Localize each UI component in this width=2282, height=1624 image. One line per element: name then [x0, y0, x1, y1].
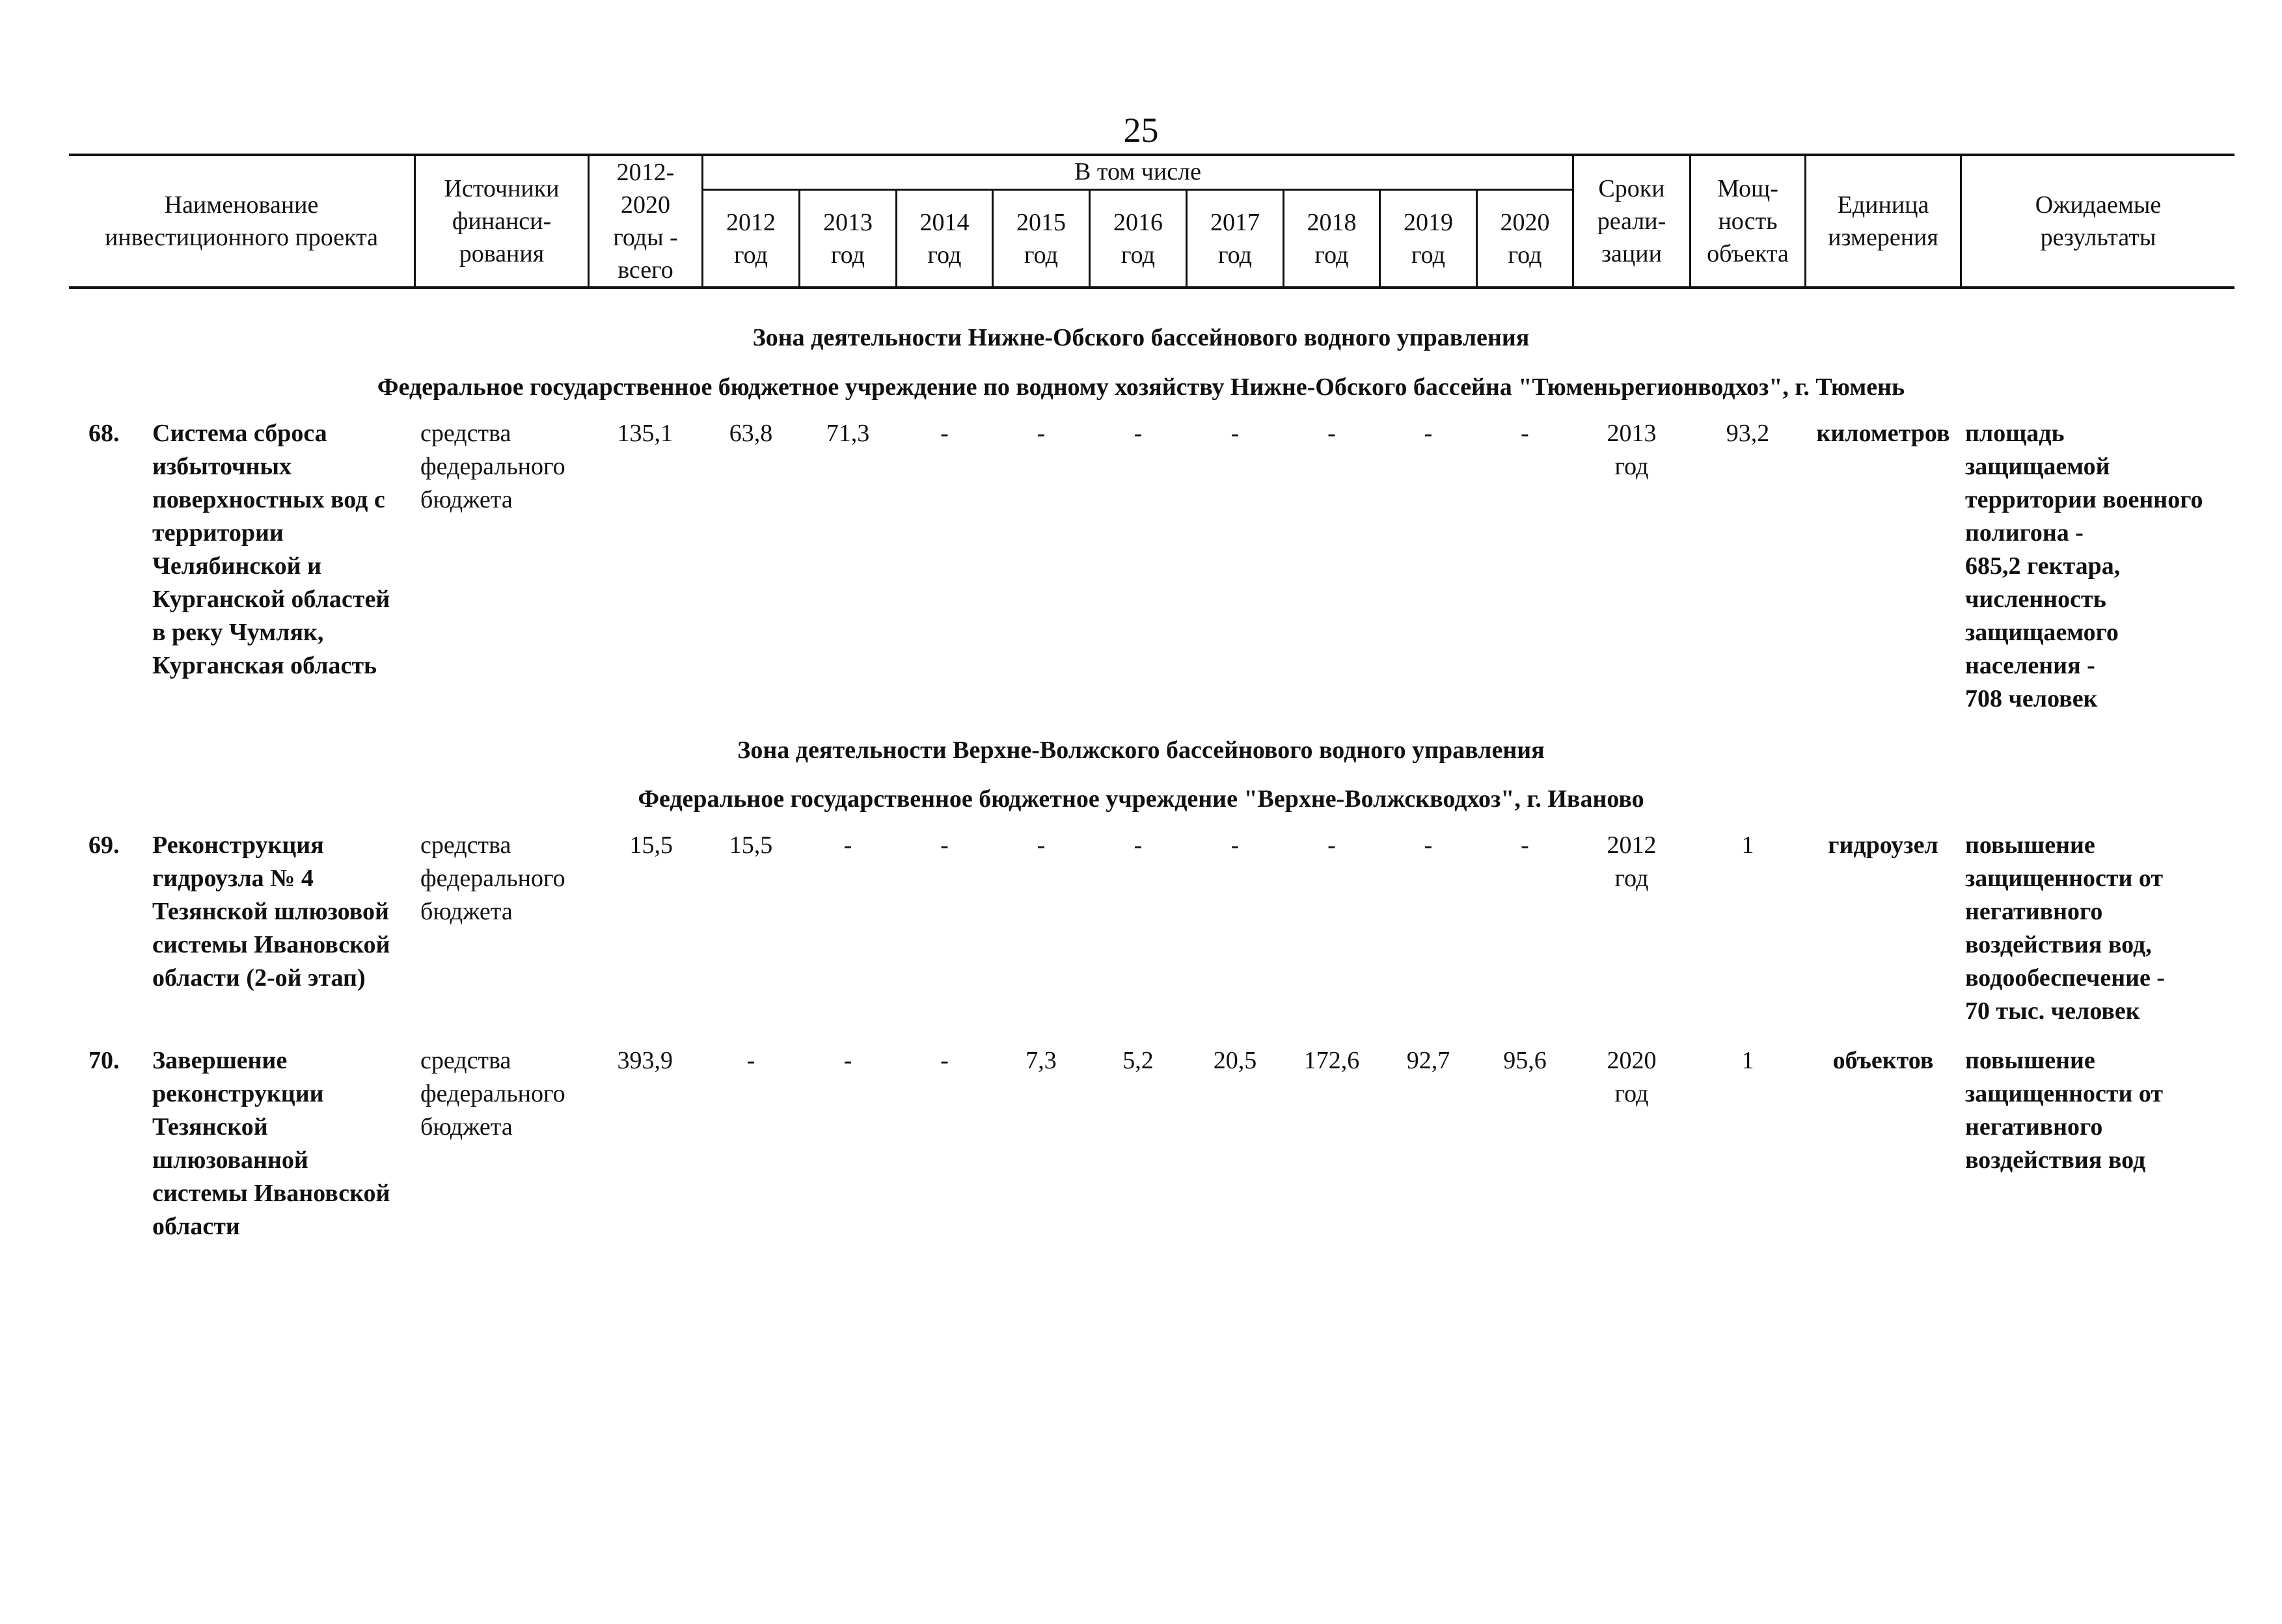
row-number: 70.	[88, 1047, 120, 1074]
year-value: 5,2	[1122, 1047, 1154, 1074]
header-capacity-line: Мощ-	[1717, 175, 1778, 202]
header-unit-line: Единица	[1837, 191, 1929, 219]
year-value: 63,8	[729, 420, 773, 447]
year-value: -	[843, 832, 852, 859]
header-terms-line: реали-	[1597, 208, 1666, 235]
header-total-line: 2012-	[616, 159, 675, 186]
year-suffix: год	[1024, 241, 1058, 269]
year-value: -	[1037, 420, 1046, 447]
year-suffix: год	[1508, 241, 1542, 269]
header-capacity-line: объекта	[1707, 240, 1789, 267]
year-value: 95,6	[1503, 1047, 1547, 1074]
institution-title: Федеральное государственное бюджетное учреждение по водному хозяйству Нижне-Обского бассейна "Тюменьрегионводхоз", г. Тюмень	[377, 373, 1905, 401]
expected-result: повышение защищенности от негативного воздействия вод	[1965, 1047, 2164, 1174]
header-results	[1962, 156, 2234, 286]
year-label: 2015	[1016, 208, 1066, 236]
year-suffix: год	[1218, 241, 1252, 269]
year-value: -	[1037, 832, 1046, 859]
expected-result: площадь защищаемой территории военного полигона - 685,2 гектара, численность защищаемого населения - 708 человек	[1965, 420, 2203, 712]
header-total-line: 2020	[620, 191, 670, 219]
year-value: 92,7	[1406, 1047, 1450, 1074]
year-value: -	[1424, 420, 1433, 447]
header-capacity-line: ность	[1718, 208, 1778, 235]
header-capacity	[1691, 156, 1804, 286]
year-value: -	[940, 1047, 949, 1074]
year-label: 2018	[1307, 208, 1357, 236]
year-label: 2012	[726, 208, 776, 236]
year-label: 2020	[1500, 208, 1550, 236]
header-year-2016	[1091, 191, 1186, 286]
header-sources-line: Источники	[444, 175, 560, 202]
header-unit-line: измерения	[1828, 224, 1938, 251]
header-year-2015	[994, 191, 1089, 286]
row-number: 69.	[88, 832, 120, 859]
year-value: -	[940, 832, 949, 859]
total-value: 135,1	[617, 420, 673, 447]
year-label: 2016	[1113, 208, 1163, 236]
header-total-line: годы -	[613, 224, 678, 251]
header-terms	[1574, 156, 1689, 286]
page-number: 25	[1123, 111, 1159, 150]
year-value: 71,3	[826, 420, 870, 447]
year-value: 172,6	[1303, 1047, 1360, 1074]
year-value: -	[1327, 420, 1336, 447]
zone-title: Зона деятельности Верхне-Волжского бассейнового водного управления	[737, 737, 1545, 764]
year-value: -	[746, 1047, 755, 1074]
year-label: 2014	[919, 208, 970, 236]
header-year-2017	[1188, 191, 1283, 286]
total-value: 15,5	[629, 832, 673, 859]
capacity-value: 93,2	[1726, 420, 1770, 447]
header-year-2020	[1478, 191, 1572, 286]
header-year-2018	[1284, 191, 1379, 286]
header-results-line: Ожидаемые	[2035, 191, 2162, 219]
year-value: -	[1134, 832, 1143, 859]
header-year-2014	[897, 191, 992, 286]
year-value: -	[1327, 832, 1336, 859]
year-suffix: год	[927, 241, 962, 269]
year-value: -	[1230, 832, 1240, 859]
header-sources-line: финанси-	[452, 208, 552, 235]
capacity-value: 1	[1741, 1047, 1754, 1074]
year-value: 20,5	[1213, 1047, 1257, 1074]
year-label: 2019	[1404, 208, 1453, 236]
zone-title: Зона деятельности Нижне-Обского бассейнового водного управления	[752, 324, 1530, 351]
year-value: -	[1521, 832, 1529, 859]
header-sources	[416, 156, 588, 286]
header-name-line: инвестиционного проекта	[104, 224, 379, 251]
header-year-2012	[703, 191, 798, 286]
year-suffix: год	[1121, 241, 1155, 269]
institution-title: Федеральное государственное бюджетное учреждение "Верхне-Волжскводхоз", г. Иваново	[638, 785, 1644, 813]
unit-of-measure: объектов	[1832, 1047, 1934, 1074]
project-name: Завершение реконструкции Тезянской шлюзованной системы Ивановской области	[152, 1047, 390, 1240]
year-value: -	[1424, 832, 1433, 859]
funding-source: средства федерального бюджета	[420, 420, 565, 513]
implementation-term: 2020 год	[1607, 1047, 1657, 1107]
funding-source: средства федерального бюджета	[420, 1047, 565, 1141]
year-value: 15,5	[729, 832, 773, 859]
year-label: 2017	[1210, 208, 1260, 236]
unit-of-measure: гидроузел	[1828, 832, 1938, 859]
funding-source: средства федерального бюджета	[420, 832, 565, 925]
implementation-term: 2013 год	[1607, 420, 1657, 480]
total-value: 393,9	[617, 1047, 673, 1074]
project-name: Система сброса избыточных поверхностных вод с территории Челябинской и Курганской областей в реку Чумляк, Курганская область	[152, 420, 390, 679]
year-suffix: год	[1411, 241, 1445, 269]
header-terms-line: Сроки	[1598, 175, 1665, 202]
header-terms-line: зации	[1601, 240, 1662, 267]
header-year-2013	[800, 191, 895, 286]
header-name	[69, 156, 414, 286]
header-results-line: результаты	[2040, 224, 2156, 251]
header-including: В том числе	[1074, 158, 1201, 185]
header-total-line: всего	[618, 256, 673, 284]
year-value: -	[843, 1047, 852, 1074]
year-suffix: год	[734, 241, 768, 269]
year-value: -	[1521, 420, 1529, 447]
year-value: -	[1134, 420, 1143, 447]
header-unit	[1806, 156, 1960, 286]
year-value: 7,3	[1026, 1047, 1057, 1074]
header-bottom-rule	[69, 286, 2234, 289]
year-value: -	[940, 420, 949, 447]
expected-result: повышение защищенности от негативного воздействия вод, водообеспечение - 70 тыс. человек	[1965, 832, 2166, 1025]
header-total	[590, 155, 701, 288]
header-name-line: Наименование	[164, 191, 319, 219]
year-suffix: год	[1314, 241, 1349, 269]
unit-of-measure: километров	[1816, 420, 1950, 447]
implementation-term: 2012 год	[1607, 832, 1657, 892]
project-name: Реконструкция гидроузла № 4 Тезянской шлюзовой системы Ивановской области (2-ой этап)	[152, 832, 390, 992]
header-year-2019	[1381, 191, 1476, 286]
year-label: 2013	[823, 208, 873, 236]
header-sources-line: рования	[459, 240, 545, 267]
year-value: -	[1230, 420, 1240, 447]
row-number: 68.	[88, 420, 120, 447]
year-suffix: год	[831, 241, 865, 269]
capacity-value: 1	[1741, 832, 1754, 859]
